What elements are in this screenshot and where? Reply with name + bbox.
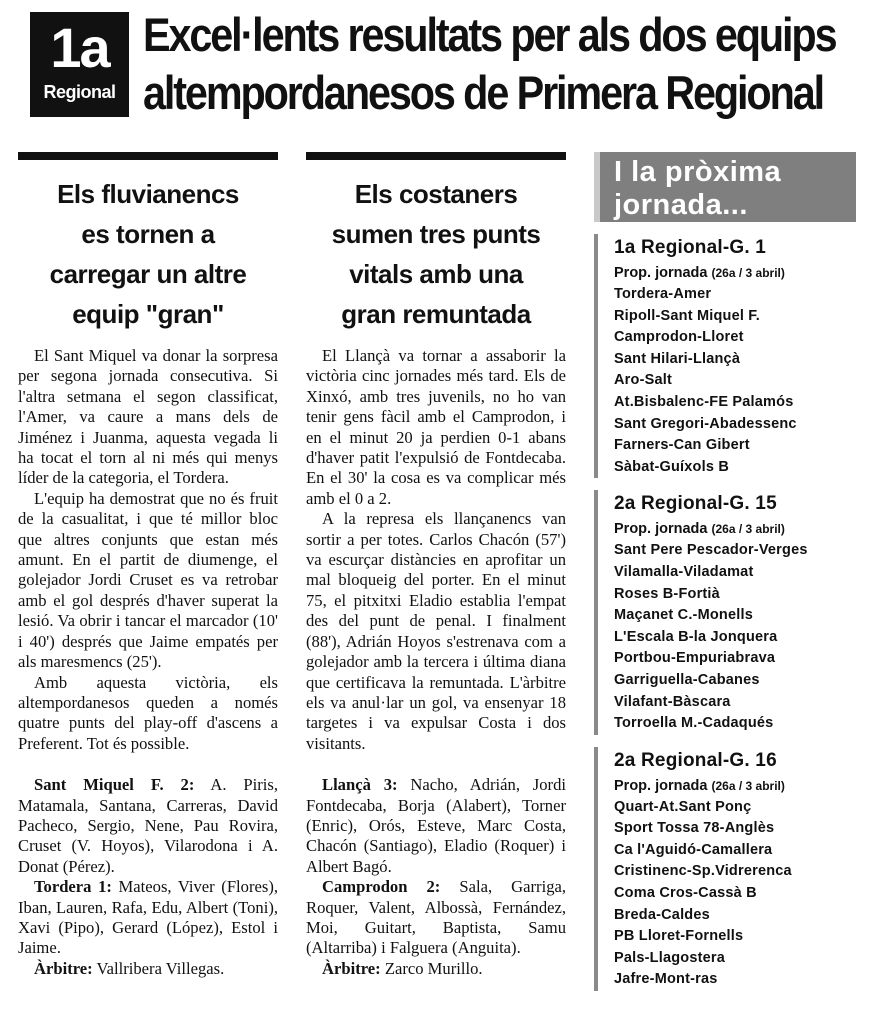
fixture-item: Sant Gregori-Abadessenc <box>614 415 797 432</box>
fixture-item: L'Escala B-la Jonquera <box>614 628 778 645</box>
section-badge <box>30 12 129 117</box>
fixture-item: Pals-Llagostera <box>614 949 725 966</box>
middle-article-lineups <box>306 775 566 979</box>
fixture-item: Roses B-Fortià <box>614 585 720 602</box>
left-article-body <box>18 346 278 754</box>
badge-number: 1a <box>50 16 109 79</box>
fixture-item: Sant Hilari-Llançà <box>614 350 741 367</box>
subhead-line: equip "gran" <box>72 299 224 329</box>
fixture-item: Torroella M.-Cadaqués <box>614 715 774 732</box>
subhead-line: es tornen a <box>81 219 215 249</box>
fixture-item: Maçanet C.-Monells <box>614 607 753 624</box>
lineup-team: Àrbitre: <box>34 958 93 978</box>
sidebar-title-line-2: jornada... <box>614 189 748 221</box>
middle-article-subhead <box>306 174 566 334</box>
fixture-item: At.Bisbalenc-FE Palamós <box>614 393 794 410</box>
lineup-team: Camprodon 2: <box>322 877 441 897</box>
fixture-item: Ca l'Aguidó-Camallera <box>614 841 773 858</box>
lineup-players: A. Piris, Matamala, Santana, Carreras, David Pacheco, Sergio, Nene, Pau Rovira, Cruset (V. Hoyos), Vilarodona i A. Donat (Pérez). <box>18 775 278 876</box>
lineup-entry <box>18 959 278 979</box>
headline-line-2: altempordanesos de Primera Regional <box>143 66 823 119</box>
group-round-info <box>614 518 856 540</box>
fixture-item: Ripoll-Sant Miquel F. <box>614 307 760 324</box>
left-article <box>18 152 278 979</box>
round-date: (26a / 3 abril) <box>711 522 785 537</box>
fixture-item: Camprodon-Lloret <box>614 329 744 346</box>
headline-line-1: Excel·lents resultats per als dos equips <box>143 8 836 61</box>
fixture-item: Sant Pere Pescador-Verges <box>614 542 808 559</box>
lineup-entry <box>306 775 566 877</box>
fixture-item: Vilamalla-Viladamat <box>614 563 754 580</box>
fixture-item: Aro-Salt <box>614 372 672 389</box>
fixture-item: Jafre-Mont-ras <box>614 971 718 988</box>
fixture-item: Cristinenc-Sp.Vidrerenca <box>614 863 792 880</box>
group-round-info <box>614 775 856 797</box>
lineup-team: Sant Miquel F. 2: <box>34 775 195 795</box>
lineup-entry <box>306 877 566 959</box>
column-rule <box>18 152 278 160</box>
subhead-line: gran remuntada <box>341 299 531 329</box>
lineup-players: Nacho, Adrián, Jordi Fontdecaba, Borja (Alabert), Torner (Enric), Orós, Esteve, Marc Costa, Chacón (Santiago), Eladio (Roquer) i Albert Bagó. <box>306 775 566 876</box>
fixture-item: Coma Cros-Cassà B <box>614 885 757 902</box>
badge-label: Regional <box>43 82 116 102</box>
fixture-item: Tordera-Amer <box>614 286 712 302</box>
round-date: (26a / 3 abril) <box>711 778 785 793</box>
sidebar-title <box>594 152 856 222</box>
left-article-subhead <box>18 174 278 334</box>
fixture-list <box>614 284 856 478</box>
article-paragraph: El Sant Miquel va donar la sorpresa per segona jornada consecutiva. Si l'altra setmana el segon classificat, l'Amer, va caure a mans dels de Jiménez i Juanma, aquesta vegada li ha tocat el torn al ni més qui menys líder de la categoria, el Tordera. <box>18 346 278 488</box>
fixture-item: Breda-Caldes <box>614 906 710 923</box>
group-title: 2a Regional-G. 15 <box>614 493 777 515</box>
article-paragraph: El Llançà va tornar a assaborir la victòria cinc jornades més tard. Els de Xinxó, amb tres juvenils, no ho van tenir gens fàcil amb el Camprodon, i en el minut 20 ja perdien 0-1 abans d'haver patit l'expulsió de Fontdecaba. En el 30' la cosa es va complicar més amb el 0 a 2. <box>306 346 566 508</box>
next-round-sidebar <box>594 152 856 991</box>
subhead-line: sumen tres punts <box>331 219 541 249</box>
group-title: 1a Regional-G. 1 <box>614 237 767 258</box>
round-label: Prop. jornada <box>614 265 708 281</box>
fixture-group <box>594 490 856 734</box>
fixture-item: Portbou-Empuriabrava <box>614 650 776 667</box>
left-article-lineups <box>18 775 278 979</box>
subhead-line: Els costaners <box>354 179 518 209</box>
fixture-item: Sàbat-Guíxols B <box>614 458 729 475</box>
fixture-group <box>594 234 856 478</box>
middle-article <box>306 152 566 979</box>
lineup-team: Tordera 1: <box>34 877 112 897</box>
fixture-item: Vilafant-Bàscara <box>614 693 731 710</box>
fixture-list <box>614 540 856 734</box>
article-paragraph: Amb aquesta victòria, els altempordanesos queden a només quatre punts del play-off d'ascens a Preferent. Tot és possible. <box>18 672 278 753</box>
fixture-item: Quart-At.Sant Ponç <box>614 798 752 815</box>
article-paragraph: A la represa els llançanencs van sortir a per totes. Carlos Chacón (57') va escurçar distàncies en aprofitar un mal bloqueig del porter. En el minut 75, el pitxitxi Eladio establia l'empat des del punt de penal. I finalment (88'), Adrián Hoyos s'estrenava com a golejador amb la tercera i última diana que certificava la remuntada. L'àrbitre els va anul·lar un gol, va ensenyar 18 targetes i va expulsar Costa i dos visitants. <box>306 509 566 753</box>
round-label: Prop. jornada <box>614 777 708 794</box>
subhead-line: carregar un altre <box>49 259 247 289</box>
round-label: Prop. jornada <box>614 521 708 538</box>
middle-article-body <box>306 346 566 754</box>
subhead-line: Els fluvianencs <box>57 179 239 209</box>
group-title: 2a Regional-G. 16 <box>614 749 777 771</box>
round-date: (26a / 3 abril) <box>711 266 785 280</box>
page-headline <box>143 6 863 122</box>
fixture-item: PB Lloret-Fornells <box>614 928 744 945</box>
column-rule <box>306 152 566 160</box>
fixture-item: Sport Tossa 78-Anglès <box>614 820 775 837</box>
fixture-list <box>614 797 856 991</box>
lineup-entry <box>18 877 278 959</box>
lineup-players: Zarco Murillo. <box>380 958 483 978</box>
lineup-team: Àrbitre: <box>322 958 381 978</box>
sidebar-title-line-1: I la pròxima <box>614 156 782 188</box>
fixture-group <box>594 747 856 991</box>
subhead-line: vitals amb una <box>349 259 523 289</box>
lineup-entry <box>306 959 566 979</box>
fixture-item: Garriguella-Cabanes <box>614 671 760 688</box>
lineup-team: Llançà 3: <box>322 775 398 795</box>
lineup-entry <box>18 775 278 877</box>
lineup-players: Sala, Garriga, Roquer, Valent, Albossà, Fernández, Moi, Guitart, Baptista, Samu (Altarriba) i Falguera (Anguita). <box>306 877 567 958</box>
fixture-item: Farners-Can Gibert <box>614 437 750 454</box>
article-paragraph: L'equip ha demostrat que no és fruit de la casualitat, i que té millor bloc que altres conjunts que estan més amunt. En el partit de diumenge, el golejador Jordi Cruset es va retrobar amb el gol després d'haver superat la lesió. Va obrir i tancar el marcador (10' i 40') després que Jaime empatés per als maresmencs (25'). <box>18 488 278 672</box>
group-round-info <box>614 262 856 284</box>
lineup-players: Vallribera Villegas. <box>92 958 225 978</box>
lineup-players: Mateos, Viver (Flores), Iban, Lauren, Rafa, Edu, Albert (Toni), Xavi (Pipo), Gerard (López), Estol i Jaime. <box>18 877 278 958</box>
